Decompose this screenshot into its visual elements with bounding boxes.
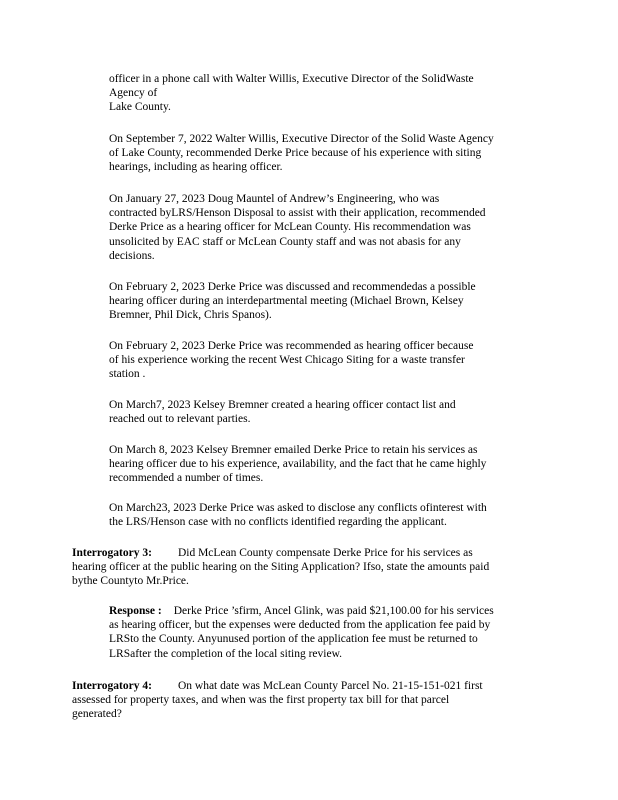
text-line: On September 7, 2022 Walter Willis, Executive Director of the Solid Waste Agency [109,133,494,145]
paragraph-mar8 [109,443,539,486]
text-line: LRSto the County. Anyunused portion of the application fee must be returned to [109,633,478,646]
interrogatory-line [72,546,542,560]
interrogatory-4 [72,679,542,722]
text-line: Derke Price as a hearing officer for McLean County. His recommendation was [109,221,471,234]
text-line: LRSafter the completion of the local siting review. [109,647,343,660]
response-3 [109,604,539,661]
text-line: reached out to relevant parties. [109,413,251,426]
text-line: hearing officer due to his experience, availability, and the fact that he came highly [109,458,487,471]
text-line: as hearing officer, but the expenses were deducted from the application fee paid by [109,619,491,632]
intro-paragraph [109,72,539,115]
paragraph-jan27 [109,192,539,263]
text-line: hearing officer at the public hearing on the Siting Application? Ifso, state the amounts paid [72,561,490,574]
text-line: On February 2, 2023 Derke Price was discussed and recommendedas a possible [109,281,476,293]
paragraph-feb2-recommended [109,339,539,382]
text-line: the LRS/Henson case with no conflicts identified regarding the applicant. [109,516,447,529]
text-line: decisions. [109,249,155,262]
interrogatory-line [72,679,542,693]
paragraph-mar23 [109,501,539,529]
text-line: On February 2, 2023 Derke Price was recommended as hearing officer because [109,340,474,352]
text-line: Derke Price ’sfirm, Ancel Glink, was paid $21,100.00 for his services [173,605,494,617]
text-line: On March 8, 2023 Kelsey Bremner emailed Derke Price to retain his services as [109,444,478,456]
text-line: station . [109,368,146,381]
response-line [109,604,539,618]
text-line: unsolicited by EAC staff or McLean County staff and was not abasis for any [109,235,461,248]
text-line: Bremner, Phil Dick, Chris Spanos). [109,309,272,322]
text-line: officer in a phone call with Walter Willis, Executive Director of the SolidWaste [109,73,474,85]
text-line: On January 27, 2023 Doug Mauntel of Andrew’s Engineering, who was [109,193,440,205]
text-line: On March23, 2023 Derke Price was asked to disclose any conflicts ofinterest with [109,502,487,514]
text-line: of Lake County, recommended Derke Price because of his experience with siting [109,147,482,160]
interrogatory-label: Interrogatory 4: [72,680,152,692]
text-line: On what date was McLean County Parcel No. 21-15-151-021 first [177,680,483,692]
interrogatory-label: Interrogatory 3: [72,547,152,559]
text-line: recommended a number of times. [109,472,264,485]
text-line: hearing officer during an interdepartmental meeting (Michael Brown, Kelsey [109,295,464,308]
text-line: generated? [72,708,122,721]
text-line: contracted byLRS/Henson Disposal to assist with their application, recommended [109,207,486,220]
text-line: Agency of [109,87,158,100]
text-line: Lake County. [109,101,171,114]
text-line: assessed for property taxes, and when was the first property tax bill for that parcel [72,694,450,707]
text-line: of his experience working the recent West Chicago Siting for a waste transfer [109,354,465,367]
interrogatory-3 [72,546,542,589]
response-label: Response : [109,605,162,617]
text-line: hearings, including as hearing officer. [109,161,283,174]
text-line: bythe Countyto Mr.Price. [72,575,189,588]
paragraph-sep7 [109,132,539,175]
paragraph-feb2-discussed [109,280,539,323]
text-line: Did McLean County compensate Derke Price for his services as [177,547,473,559]
text-line: On March7, 2023 Kelsey Bremner created a hearing officer contact list and [109,399,456,411]
paragraph-mar7 [109,398,539,426]
